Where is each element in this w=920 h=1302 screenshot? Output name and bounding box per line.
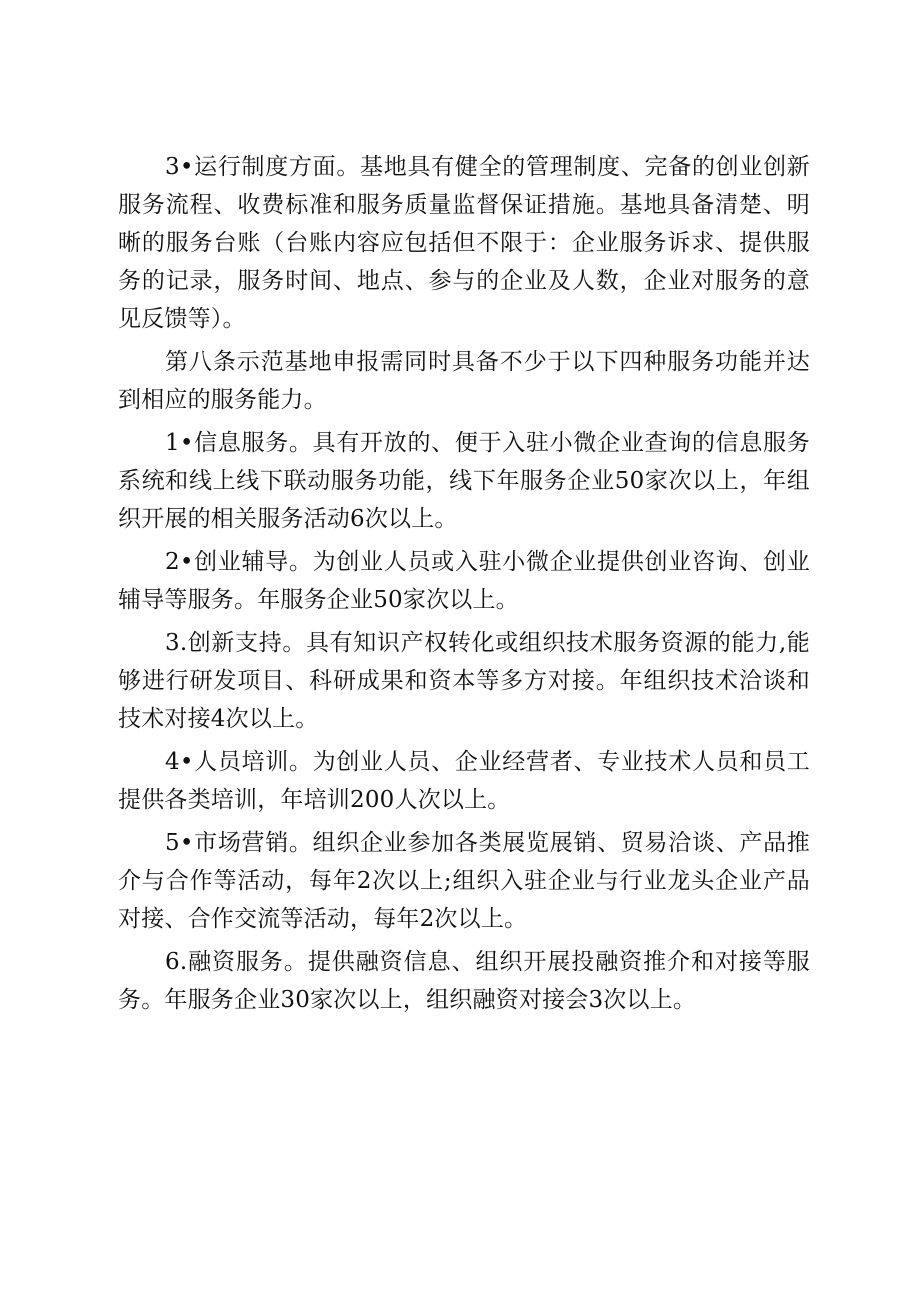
paragraph-information-service: 1•信息服务。具有开放的、便于入驻小微企业查询的信息服务系统和线上线下联动服务功能，线下年服务企业50家次以上，年组织开展的相关服务活动6次以上。: [118, 430, 810, 532]
paragraph-article-eight: 第八条示范基地申报需同时具备不少于以下四种服务功能并达到相应的服务能力。: [118, 349, 810, 413]
paragraph-operating-system: 3•运行制度方面。基地具有健全的管理制度、完备的创业创新服务流程、收费标准和服务质量监督保证措施。基地具备清楚、明晰的服务台账（台账内容应包括但不限于：企业服务诉求、提供服务的记录，服务时间、地点、参与的企业及人数，企业对服务的意见反馈等）。: [118, 154, 810, 332]
paragraph-personnel-training: 4•人员培训。为创业人员、企业经营者、专业技术人员和员工提供各类培训，年培训200人次以上。: [118, 749, 810, 813]
document-body: [118, 148, 810, 1024]
paragraph-marketing: 5•市场营销。组织企业参加各类展览展销、贸易洽谈、产品推介与合作等活动，每年2次以上;组织入驻企业与行业龙头企业产品对接、合作交流等活动，每年2次以上。: [118, 830, 810, 932]
paragraph-entrepreneurship-guidance: 2•创业辅导。为创业人员或入驻小微企业提供创业咨询、创业辅导等服务。年服务企业50家次以上。: [118, 549, 810, 613]
paragraph-innovation-support: 3.创新支持。具有知识产权转化或组织技术服务资源的能力,能够进行研发项目、科研成果和资本等多方对接。年组织技术洽谈和技术对接4次以上。: [118, 630, 810, 732]
paragraph-financing-service: 6.融资服务。提供融资信息、组织开展投融资推介和对接等服务。年服务企业30家次以上，组织融资对接会3次以上。: [118, 949, 810, 1013]
